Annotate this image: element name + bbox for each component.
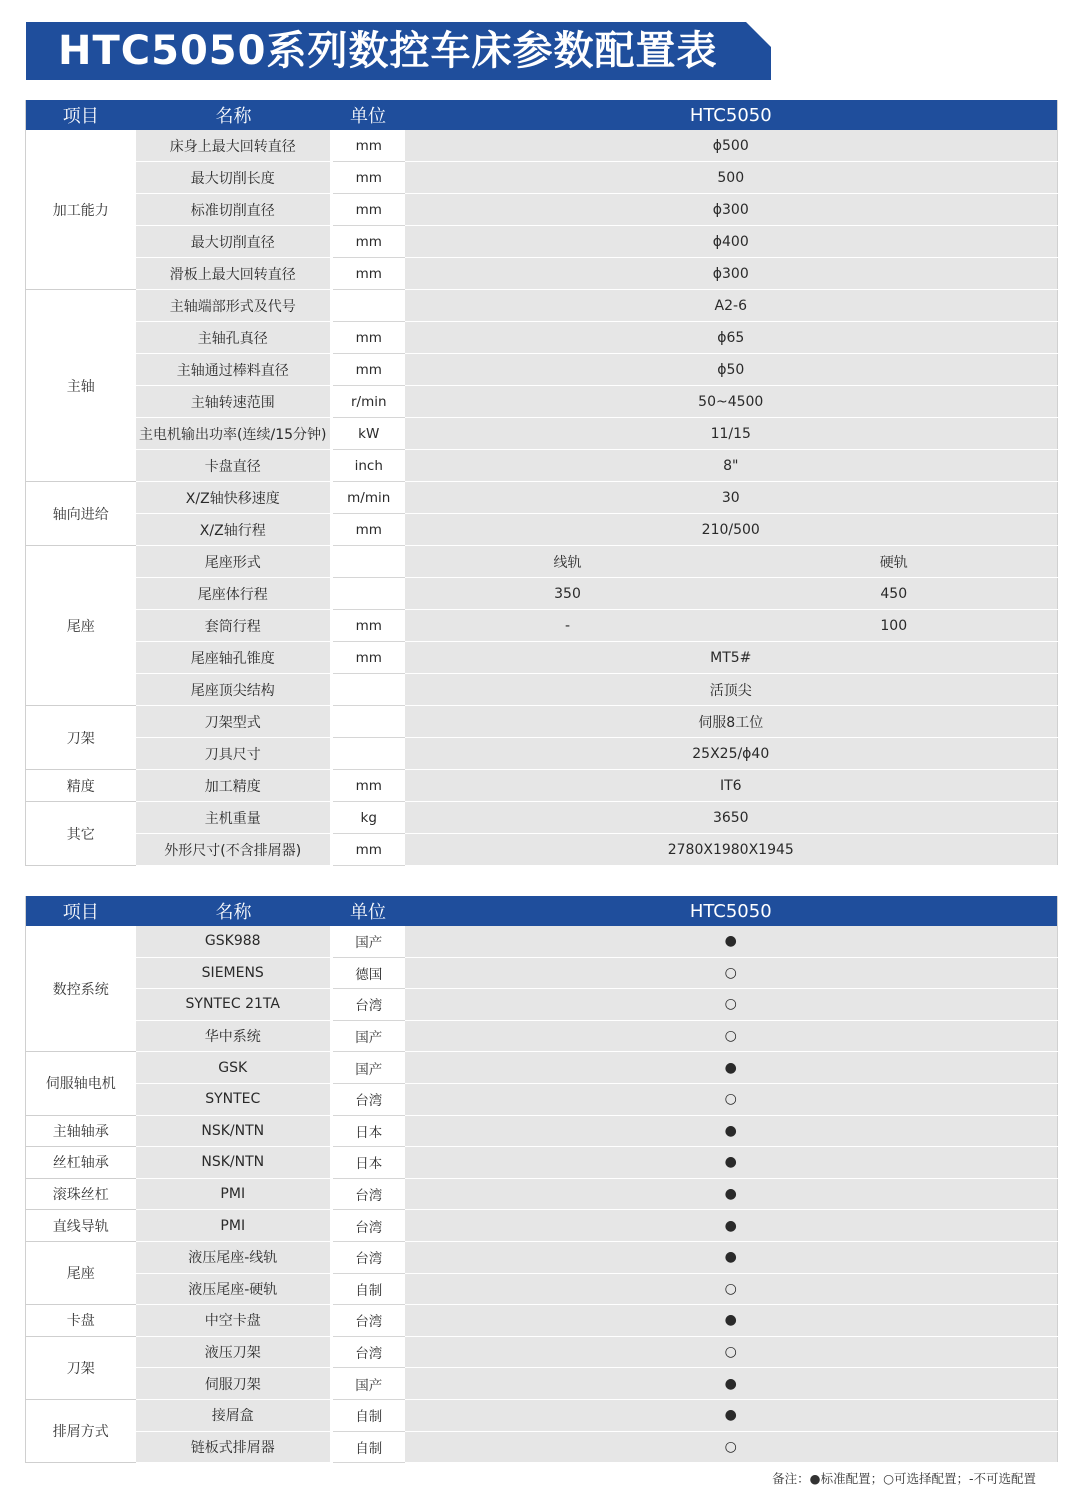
config-mark-cell: ● bbox=[405, 1368, 1058, 1400]
config-mark-cell: ○ bbox=[405, 957, 1058, 989]
param-name-cell: 主轴孔真径 bbox=[136, 322, 332, 354]
param-name-cell: 标准切削直径 bbox=[136, 194, 332, 226]
unit-cell: r/min bbox=[332, 386, 405, 418]
table-row bbox=[26, 1241, 1058, 1273]
value-cell: 25X25/ϕ40 bbox=[405, 738, 1058, 770]
table-row bbox=[26, 674, 1058, 706]
category-cell: 直线导轨 bbox=[26, 1210, 136, 1242]
value-cell: 3650 bbox=[405, 802, 1058, 834]
table-row bbox=[26, 926, 1058, 957]
value-cell-box: 450 bbox=[731, 578, 1058, 610]
param-name-cell: 尾座形式 bbox=[136, 546, 332, 578]
unit-cell: 自制 bbox=[332, 1273, 405, 1305]
unit-cell: mm bbox=[332, 258, 405, 290]
category-cell: 排屑方式 bbox=[26, 1399, 136, 1462]
unit-cell: mm bbox=[332, 226, 405, 258]
param-name-cell: 接屑盒 bbox=[136, 1399, 332, 1431]
unit-cell: 德国 bbox=[332, 957, 405, 989]
table-header-row bbox=[26, 896, 1058, 926]
category-cell: 数控系统 bbox=[26, 926, 136, 1052]
table-row bbox=[26, 386, 1058, 418]
config-mark-cell: ● bbox=[405, 1178, 1058, 1210]
value-cell: 500 bbox=[405, 162, 1058, 194]
table-row bbox=[26, 1178, 1058, 1210]
unit-cell: mm bbox=[332, 130, 405, 162]
param-name-cell: 最大切削长度 bbox=[136, 162, 332, 194]
param-name-cell: NSK/NTN bbox=[136, 1115, 332, 1147]
value-cell: 50~4500 bbox=[405, 386, 1058, 418]
table-row bbox=[26, 1368, 1058, 1400]
unit-cell: mm bbox=[332, 514, 405, 546]
value-cell-linear: 350 bbox=[405, 578, 731, 610]
unit-cell: 台湾 bbox=[332, 1083, 405, 1115]
legend-note: 备注：●标准配置；○可选择配置；-不可选配置 bbox=[772, 1471, 1036, 1486]
unit-cell: kW bbox=[332, 418, 405, 450]
value-cell-box: 硬轨 bbox=[731, 546, 1058, 578]
table-row bbox=[26, 130, 1058, 162]
table-row bbox=[26, 957, 1058, 989]
param-name-cell: 主轴通过棒料直径 bbox=[136, 354, 332, 386]
table-row bbox=[26, 1431, 1058, 1463]
table-row bbox=[26, 706, 1058, 738]
value-cell: ϕ65 bbox=[405, 322, 1058, 354]
table-row bbox=[26, 258, 1058, 290]
param-name-cell: 床身上最大回转直径 bbox=[136, 130, 332, 162]
table-row bbox=[26, 1115, 1058, 1147]
table-row bbox=[26, 354, 1058, 386]
param-name-cell: 主轴端部形式及代号 bbox=[136, 290, 332, 322]
unit-cell: 自制 bbox=[332, 1399, 405, 1431]
table-row bbox=[26, 738, 1058, 770]
table-row bbox=[26, 989, 1058, 1021]
table-row bbox=[26, 1336, 1058, 1368]
param-name-cell: 尾座体行程 bbox=[136, 578, 332, 610]
unit-cell bbox=[332, 674, 405, 706]
header-name: 名称 bbox=[136, 896, 332, 926]
param-name-cell: GSK988 bbox=[136, 926, 332, 957]
category-cell: 主轴 bbox=[26, 290, 136, 482]
unit-cell: 自制 bbox=[332, 1431, 405, 1463]
config-mark-cell: ○ bbox=[405, 1431, 1058, 1463]
unit-cell: inch bbox=[332, 450, 405, 482]
category-cell: 滚珠丝杠 bbox=[26, 1178, 136, 1210]
value-cell: ϕ400 bbox=[405, 226, 1058, 258]
value-cell: 活顶尖 bbox=[405, 674, 1058, 706]
table-row bbox=[26, 226, 1058, 258]
config-mark-cell: ● bbox=[405, 926, 1058, 957]
config-mark-cell: ○ bbox=[405, 1083, 1058, 1115]
value-cell: ϕ300 bbox=[405, 258, 1058, 290]
value-cell: ϕ50 bbox=[405, 354, 1058, 386]
unit-cell: 国产 bbox=[332, 926, 405, 957]
category-cell: 伺服轴电机 bbox=[26, 1052, 136, 1115]
param-name-cell: PMI bbox=[136, 1210, 332, 1242]
table-row bbox=[26, 1305, 1058, 1337]
unit-cell: mm bbox=[332, 610, 405, 642]
unit-cell: mm bbox=[332, 642, 405, 674]
config-mark-cell: ● bbox=[405, 1241, 1058, 1273]
value-cell: ϕ300 bbox=[405, 194, 1058, 226]
unit-cell: kg bbox=[332, 802, 405, 834]
category-cell: 丝杠轴承 bbox=[26, 1147, 136, 1179]
header-unit: 单位 bbox=[332, 896, 405, 926]
category-cell: 轴向进给 bbox=[26, 482, 136, 546]
param-name-cell: 主机重量 bbox=[136, 802, 332, 834]
value-cell: 8" bbox=[405, 450, 1058, 482]
category-cell: 尾座 bbox=[26, 1241, 136, 1304]
value-cell: 2780X1980X1945 bbox=[405, 834, 1058, 866]
unit-cell: 台湾 bbox=[332, 1178, 405, 1210]
unit-cell: mm bbox=[332, 162, 405, 194]
param-name-cell: SIEMENS bbox=[136, 957, 332, 989]
table-row bbox=[26, 514, 1058, 546]
header-item: 项目 bbox=[26, 896, 136, 926]
header-unit: 单位 bbox=[332, 100, 405, 130]
param-name-cell: 液压刀架 bbox=[136, 1336, 332, 1368]
param-name-cell: GSK bbox=[136, 1052, 332, 1084]
unit-cell bbox=[332, 578, 405, 610]
param-name-cell: 最大切削直径 bbox=[136, 226, 332, 258]
category-cell: 精度 bbox=[26, 770, 136, 802]
unit-cell bbox=[332, 706, 405, 738]
unit-cell: mm bbox=[332, 354, 405, 386]
table-row bbox=[26, 834, 1058, 866]
unit-cell: 日本 bbox=[332, 1147, 405, 1179]
header-name: 名称 bbox=[136, 100, 332, 130]
param-name-cell: 尾座顶尖结构 bbox=[136, 674, 332, 706]
param-name-cell: 主电机输出功率(连续/15分钟) bbox=[136, 418, 332, 450]
config-mark-cell: ○ bbox=[405, 1273, 1058, 1305]
param-name-cell: SYNTEC 21TA bbox=[136, 989, 332, 1021]
param-name-cell: X/Z轴行程 bbox=[136, 514, 332, 546]
unit-cell: 国产 bbox=[332, 1020, 405, 1052]
unit-cell: mm bbox=[332, 770, 405, 802]
config-mark-cell: ● bbox=[405, 1399, 1058, 1431]
value-cell-linear: - bbox=[405, 610, 731, 642]
unit-cell bbox=[332, 546, 405, 578]
table-row bbox=[26, 1052, 1058, 1084]
table-row bbox=[26, 1147, 1058, 1179]
value-cell: IT6 bbox=[405, 770, 1058, 802]
value-cell: 11/15 bbox=[405, 418, 1058, 450]
table-row bbox=[26, 770, 1058, 802]
unit-cell: 国产 bbox=[332, 1368, 405, 1400]
unit-cell: 日本 bbox=[332, 1115, 405, 1147]
unit-cell: 国产 bbox=[332, 1052, 405, 1084]
table-header-row bbox=[26, 100, 1058, 130]
config-mark-cell: ● bbox=[405, 1115, 1058, 1147]
table-row bbox=[26, 194, 1058, 226]
table-row bbox=[26, 322, 1058, 354]
category-cell: 加工能力 bbox=[26, 130, 136, 290]
table-row bbox=[26, 802, 1058, 834]
category-cell: 刀架 bbox=[26, 706, 136, 770]
param-name-cell: 外形尺寸(不含排屑器) bbox=[136, 834, 332, 866]
param-name-cell: 伺服刀架 bbox=[136, 1368, 332, 1400]
category-cell: 刀架 bbox=[26, 1336, 136, 1399]
param-name-cell: 刀具尺寸 bbox=[136, 738, 332, 770]
value-cell: MT5# bbox=[405, 642, 1058, 674]
param-name-cell: 套筒行程 bbox=[136, 610, 332, 642]
param-name-cell: NSK/NTN bbox=[136, 1147, 332, 1179]
unit-cell: 台湾 bbox=[332, 1241, 405, 1273]
param-name-cell: 刀架型式 bbox=[136, 706, 332, 738]
value-cell-box: 100 bbox=[731, 610, 1058, 642]
table-row bbox=[26, 482, 1058, 514]
unit-cell: mm bbox=[332, 834, 405, 866]
unit-cell: mm bbox=[332, 194, 405, 226]
value-cell: 30 bbox=[405, 482, 1058, 514]
param-name-cell: SYNTEC bbox=[136, 1083, 332, 1115]
config-mark-cell: ● bbox=[405, 1305, 1058, 1337]
unit-cell: 台湾 bbox=[332, 989, 405, 1021]
unit-cell: 台湾 bbox=[332, 1210, 405, 1242]
param-name-cell: 华中系统 bbox=[136, 1020, 332, 1052]
table-row bbox=[26, 1273, 1058, 1305]
unit-cell: mm bbox=[332, 322, 405, 354]
param-name-cell: 尾座轴孔锥度 bbox=[136, 642, 332, 674]
param-name-cell: 液压尾座-硬轨 bbox=[136, 1273, 332, 1305]
param-name-cell: 主轴转速范围 bbox=[136, 386, 332, 418]
param-name-cell: 加工精度 bbox=[136, 770, 332, 802]
config-mark-cell: ○ bbox=[405, 1336, 1058, 1368]
value-cell: A2-6 bbox=[405, 290, 1058, 322]
value-cell: 210/500 bbox=[405, 514, 1058, 546]
header-model: HTC5050 bbox=[405, 100, 1058, 130]
table-row bbox=[26, 1210, 1058, 1242]
header-item: 项目 bbox=[26, 100, 136, 130]
table-row bbox=[26, 610, 1058, 642]
table-row bbox=[26, 1020, 1058, 1052]
header-model: HTC5050 bbox=[405, 896, 1058, 926]
param-name-cell: 中空卡盘 bbox=[136, 1305, 332, 1337]
table-row bbox=[26, 290, 1058, 322]
config-table bbox=[25, 896, 1058, 1463]
config-mark-cell: ● bbox=[405, 1210, 1058, 1242]
table-row bbox=[26, 418, 1058, 450]
config-mark-cell: ○ bbox=[405, 1020, 1058, 1052]
unit-cell: 台湾 bbox=[332, 1305, 405, 1337]
param-name-cell: 滑板上最大回转直径 bbox=[136, 258, 332, 290]
category-cell: 尾座 bbox=[26, 546, 136, 706]
unit-cell bbox=[332, 738, 405, 770]
table-row bbox=[26, 162, 1058, 194]
config-mark-cell: ● bbox=[405, 1052, 1058, 1084]
category-cell: 主轴轴承 bbox=[26, 1115, 136, 1147]
table-row bbox=[26, 578, 1058, 610]
table-row bbox=[26, 642, 1058, 674]
spec-table bbox=[25, 100, 1058, 866]
table-row bbox=[26, 1399, 1058, 1431]
table-row bbox=[26, 450, 1058, 482]
value-cell-linear: 线轨 bbox=[405, 546, 731, 578]
table-row bbox=[26, 1083, 1058, 1115]
param-name-cell: X/Z轴快移速度 bbox=[136, 482, 332, 514]
param-name-cell: 链板式排屑器 bbox=[136, 1431, 332, 1463]
value-cell: 伺服8工位 bbox=[405, 706, 1058, 738]
unit-cell: 台湾 bbox=[332, 1336, 405, 1368]
param-name-cell: PMI bbox=[136, 1178, 332, 1210]
page-title: HTC5050系列数控车床参数配置表 bbox=[58, 28, 718, 74]
table-row bbox=[26, 546, 1058, 578]
param-name-cell: 卡盘直径 bbox=[136, 450, 332, 482]
unit-cell bbox=[332, 290, 405, 322]
category-cell: 卡盘 bbox=[26, 1305, 136, 1337]
config-mark-cell: ○ bbox=[405, 989, 1058, 1021]
unit-cell: m/min bbox=[332, 482, 405, 514]
category-cell: 其它 bbox=[26, 802, 136, 866]
config-mark-cell: ● bbox=[405, 1147, 1058, 1179]
value-cell: ϕ500 bbox=[405, 130, 1058, 162]
param-name-cell: 液压尾座-线轨 bbox=[136, 1241, 332, 1273]
